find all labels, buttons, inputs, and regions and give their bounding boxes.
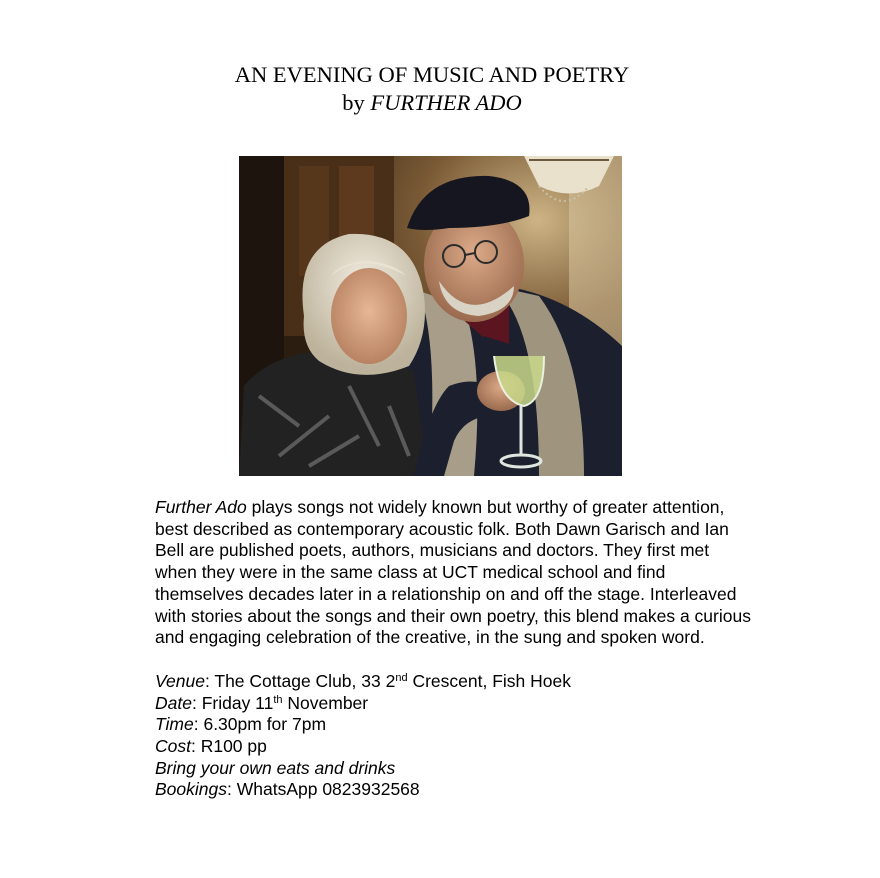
event-byline [0,89,864,117]
band-name: FURTHER ADO [370,90,522,115]
byline-prefix: by [342,90,371,115]
cost-row [155,736,755,758]
date-label: Date [155,692,192,713]
performers-photo [239,156,622,476]
bookings-row [155,779,755,801]
cost-label: Cost [155,736,191,757]
date-value-start: : Friday 11 [191,692,274,713]
bookings-value: : WhatsApp 0823932568 [227,779,420,800]
venue-value-end: Crescent, Fish Hoek [407,670,571,691]
time-label: Time [155,714,194,735]
bring-note: Bring your own eats and drinks [155,757,396,778]
venue-row [155,671,755,693]
venue-ordinal: nd [395,671,408,684]
description-paragraph [155,497,755,649]
event-title-block [0,61,864,117]
event-info-list [155,671,755,801]
venue-value-start: : The Cottage Club, 33 2 [204,670,396,691]
bring-note-row [155,758,755,780]
time-row [155,714,755,736]
description-band-name: Further Ado [155,497,247,517]
date-row [155,693,755,715]
date-ordinal: th [273,693,283,706]
venue-label: Venue [155,670,205,691]
time-value: : 6.30pm for 7pm [193,714,327,735]
event-title: AN EVENING OF MUSIC AND POETRY [234,62,630,87]
cost-value: : R100 pp [190,736,267,757]
bookings-label: Bookings [155,779,227,800]
description-text: plays songs not widely known but worthy of greater attention, best described as contemporary acoustic folk. Both Dawn Garisch and Ian Bell are published poets, authors, musicians and doctors. They first met when they were in the same class at UCT medical school and find themselves decades later in a relationship on and off the stage. Interleaved with stories about the songs and their own poetry, this blend makes a curious and engaging celebration of the creative, in the sung and spoken word. [155,497,751,648]
date-value-end: November [282,692,369,713]
event-details [155,497,755,801]
